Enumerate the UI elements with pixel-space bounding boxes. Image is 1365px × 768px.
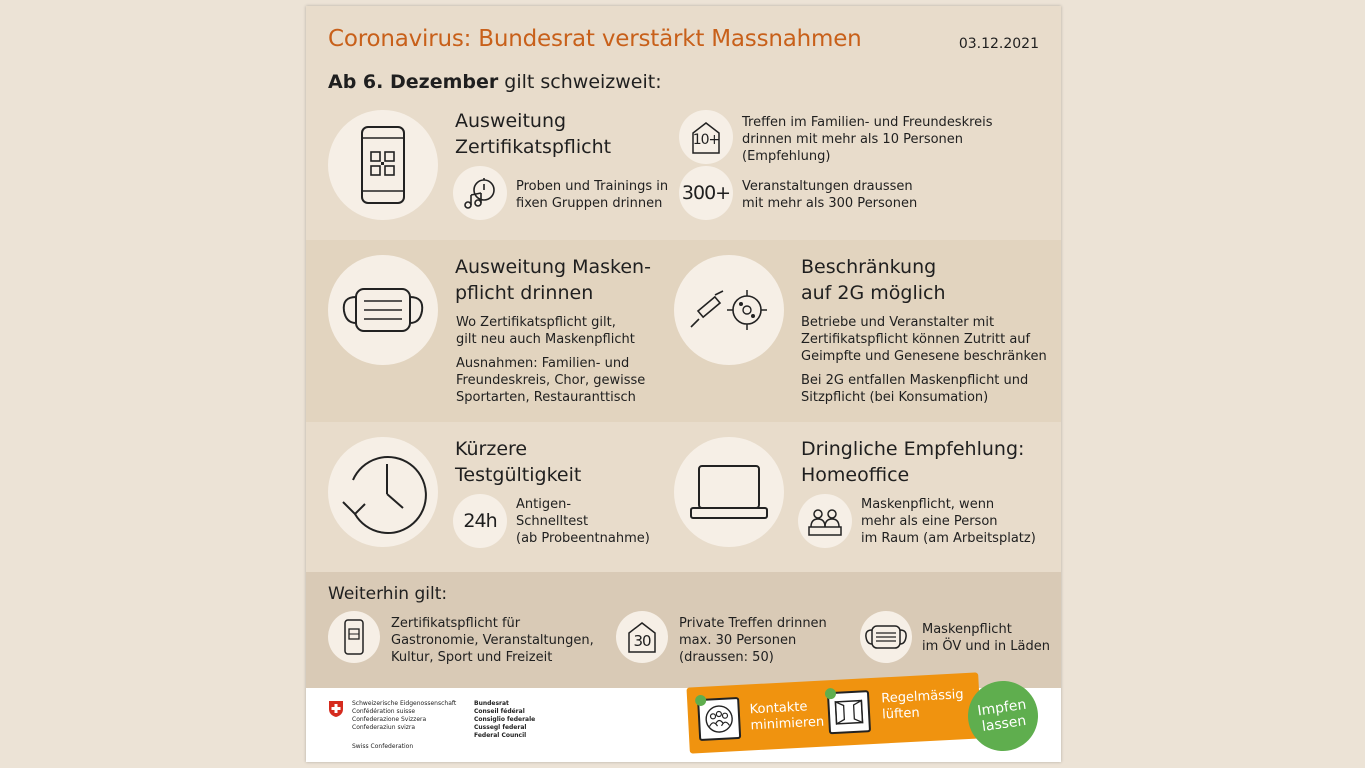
sec5-heading-line2: Homeoffice: [801, 464, 910, 486]
clock-icon: [328, 437, 438, 547]
syringe-virus-icon: [674, 255, 784, 365]
sec4-line3: (ab Probeentnahme): [516, 531, 650, 546]
weiterhin-b-line1: Private Treffen drinnen: [679, 616, 827, 631]
council-line-1: Bundesrat: [474, 700, 509, 707]
sec2-p1-line1: Wo Zertifikatspflicht gilt,: [456, 315, 616, 330]
sec2-p2-line3: Sportarten, Restauranttisch: [456, 390, 636, 405]
sec1-proben-line1: Proben und Trainings in: [516, 179, 669, 194]
lueften-label: [881, 687, 965, 723]
sec4-line2: Schnelltest: [516, 514, 589, 529]
house-10-icon: [679, 110, 733, 164]
sec1-heading-line1: Ausweitung: [455, 110, 567, 132]
logo-line-1: Schweizerische Eidgenossenschaft: [352, 700, 457, 707]
sec2-text: [456, 314, 645, 406]
sec1-heading-line2: Zertifikatspflicht: [455, 136, 612, 158]
test-24h-icon: [453, 494, 507, 548]
people-desk-icon: [798, 494, 852, 548]
mask-small-icon: [860, 611, 912, 663]
logo-line-3: Confederazione Svizzera: [352, 716, 427, 723]
sec5-heading-line1: Dringliche Empfehlung:: [801, 438, 1025, 460]
kontakte-line1: Kontakte: [749, 699, 808, 718]
sec1-treffen-line1: Treffen im Familien- und Freundeskreis: [742, 115, 993, 130]
impfen-line2: lassen: [980, 712, 1028, 735]
sec2-heading-line1: Ausweitung Masken-: [455, 256, 651, 278]
sec4-heading-line1: Kürzere: [455, 438, 528, 460]
council-line-2: Conseil fédéral: [474, 708, 525, 715]
house-10-label: 10+: [692, 132, 720, 148]
subtitle: [328, 71, 662, 93]
page-title: Coronavirus: Bundesrat verstärkt Massnahmen: [328, 26, 862, 52]
weiterhin-a-line1: Zertifikatspflicht für: [391, 616, 521, 631]
sec1-veranst-line1: Veranstaltungen draussen: [742, 179, 913, 194]
council-text: [474, 700, 535, 740]
subtitle-rest: gilt schweizweit:: [504, 71, 662, 93]
phone-certificate-icon: [328, 611, 380, 663]
sec1-heading: [455, 108, 611, 160]
sec3-text: [801, 314, 1047, 406]
sec5-line2: mehr als eine Person: [861, 514, 998, 529]
sec1-proben-line2: fixen Gruppen drinnen: [516, 196, 663, 211]
sec4-heading: [455, 436, 581, 488]
sec2-p1-line2: gilt neu auch Maskenpflicht: [456, 332, 635, 347]
sec5-text: [861, 496, 1036, 547]
sec1-veranst-text: [742, 178, 917, 212]
weiterhin-a-text: [391, 615, 594, 666]
phone-qr-icon: [328, 110, 438, 220]
sec2-p2-line2: Freundeskreis, Chor, gewisse: [456, 373, 646, 388]
kontakte-line2: minimieren: [750, 714, 825, 734]
test-24h-label: 24h: [463, 510, 497, 532]
crowd-300-icon: [679, 166, 733, 220]
sec4-line1: Antigen-: [516, 497, 572, 512]
kontakte-label: [749, 699, 824, 735]
poster: [306, 6, 1061, 762]
sec4-text: [516, 496, 650, 547]
mask-icon: [328, 255, 438, 365]
laptop-icon: [674, 437, 784, 547]
sec3-p1-line2: Zertifikatspflicht können Zutritt auf: [801, 332, 1031, 347]
sec3-heading-line2: auf 2G möglich: [801, 282, 946, 304]
crowd-300-label: 300+: [681, 182, 731, 204]
weiterhin-b-line3: (draussen: 50): [679, 650, 774, 665]
weiterhin-c-line2: im ÖV und in Läden: [922, 639, 1050, 654]
swiss-shield-logo: [328, 700, 344, 718]
sec1-proben-text: [516, 178, 668, 212]
sec2-p2-line1: Ausnahmen: Familien- und: [456, 356, 630, 371]
sec5-line1: Maskenpflicht, wenn: [861, 497, 995, 512]
house-30-icon: [616, 611, 668, 663]
council-line-4: Cussegl federal: [474, 724, 527, 731]
logo-line-4: Confederaziun svizra: [352, 724, 416, 731]
date-label: 03.12.2021: [958, 36, 1039, 52]
confederation-text: [352, 700, 456, 732]
sec1-treffen-text: [742, 114, 993, 165]
sec1-treffen-line3: (Empfehlung): [742, 149, 831, 164]
sec3-p2-line1: Bei 2G entfallen Maskenpflicht und: [801, 373, 1029, 388]
sec3-p1-line1: Betriebe und Veranstalter mit: [801, 315, 995, 330]
swiss-confederation-text: Swiss Confederation: [352, 743, 414, 750]
council-line-5: Federal Council: [474, 732, 527, 739]
impfen-line1: Impfen: [976, 696, 1028, 720]
sec4-heading-line2: Testgültigkeit: [455, 464, 582, 486]
weiterhin-c-text: [922, 621, 1050, 655]
sec3-heading-line1: Beschränkung: [801, 256, 937, 278]
sec3-heading: [801, 254, 946, 306]
weiterhin-b-line2: max. 30 Personen: [679, 633, 797, 648]
weiterhin-heading: Weiterhin gilt:: [328, 584, 448, 604]
sec5-heading: [801, 436, 1024, 488]
sec2-heading: [455, 254, 651, 306]
weiterhin-a-line2: Gastronomie, Veranstaltungen,: [391, 633, 594, 648]
sec5-line3: im Raum (am Arbeitsplatz): [861, 531, 1036, 546]
weiterhin-b-text: [679, 615, 827, 666]
sec1-treffen-line2: drinnen mit mehr als 10 Personen: [742, 132, 964, 147]
sec2-heading-line2: pflicht drinnen: [455, 282, 594, 304]
lueften-line1: Regelmässig: [880, 687, 964, 707]
sec3-p2-line2: Sitzpflicht (bei Konsumation): [801, 390, 989, 405]
logo-line-2: Confédération suisse: [352, 708, 416, 715]
lueften-line2: lüften: [881, 705, 921, 723]
subtitle-bold: Ab 6. Dezember: [328, 71, 499, 93]
weiterhin-c-line1: Maskenpflicht: [922, 622, 1012, 637]
weiterhin-a-line3: Kultur, Sport und Freizeit: [391, 650, 553, 665]
stopwatch-music-icon: [453, 166, 507, 220]
sec3-p1-line3: Geimpfte und Genesene beschränken: [801, 349, 1047, 364]
house-30-label: 30: [633, 632, 651, 650]
sec1-veranst-line2: mit mehr als 300 Personen: [742, 196, 918, 211]
council-line-3: Consiglio federale: [474, 716, 536, 723]
